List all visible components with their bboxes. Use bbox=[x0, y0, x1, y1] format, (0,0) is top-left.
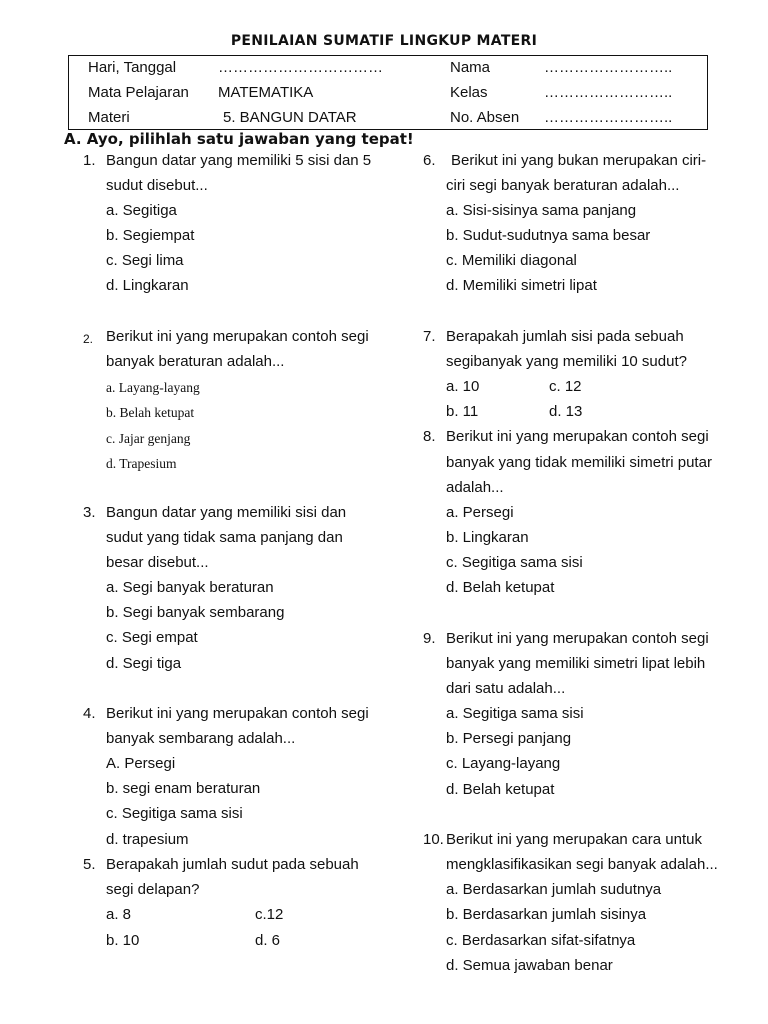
option-b: b. Sudut-sudutnya sama besar bbox=[446, 227, 651, 244]
section-title: A. Ayo, pilihlah satu jawaban yang tepat! bbox=[64, 130, 414, 148]
option-d: d. Memiliki simetri lipat bbox=[446, 277, 597, 294]
mapel-label: Mata Pelajaran bbox=[88, 84, 189, 101]
question-text: mengklasifikasikan segi banyak adalah... bbox=[446, 856, 718, 873]
question-text: Berapakah jumlah sisi pada sebuah bbox=[446, 328, 684, 345]
hari-value: …………………………… bbox=[218, 59, 383, 76]
question-number: 4. bbox=[83, 705, 96, 722]
question-number: 9. bbox=[423, 630, 436, 647]
kelas-label: Kelas bbox=[450, 84, 488, 101]
question-text: sudut disebut... bbox=[106, 177, 208, 194]
option-a: a. Segi banyak beraturan bbox=[106, 579, 274, 596]
option-b: b. Segiempat bbox=[106, 227, 195, 244]
materi-label: Materi bbox=[88, 109, 130, 126]
option-b: b. Lingkaran bbox=[446, 529, 529, 546]
absen-value: …………………….. bbox=[544, 109, 673, 126]
hari-label: Hari, Tanggal bbox=[88, 59, 177, 76]
materi-value: 5. BANGUN DATAR bbox=[223, 109, 357, 126]
option-d: d. Belah ketupat bbox=[446, 579, 555, 596]
question-text: Berikut ini yang bukan merupakan ciri- bbox=[451, 152, 707, 169]
option-a: a. Layang-layang bbox=[106, 380, 200, 395]
kelas-value: …………………….. bbox=[544, 84, 673, 101]
question-text: segibanyak yang memiliki 10 sudut? bbox=[446, 353, 687, 370]
option-c: c. Segitiga sama sisi bbox=[446, 554, 583, 571]
option-d: d. Trapesium bbox=[106, 456, 177, 471]
option-a: a. 10 bbox=[446, 378, 480, 395]
question-text: Bangun datar yang memiliki sisi dan bbox=[106, 504, 347, 521]
page-title: PENILAIAN SUMATIF LINGKUP MATERI bbox=[230, 33, 538, 49]
option-b: b. Berdasarkan jumlah sisinya bbox=[446, 906, 647, 923]
option-b: b. Persegi panjang bbox=[446, 730, 572, 747]
question-number: 1. bbox=[83, 152, 96, 169]
question-number: 6. bbox=[423, 152, 436, 169]
option-c: c. Segi lima bbox=[106, 252, 184, 269]
question-text: Berikut ini yang merupakan contoh segi bbox=[106, 328, 369, 345]
question-text: banyak yang tidak memiliki simetri putar bbox=[446, 454, 712, 471]
absen-label: No. Absen bbox=[450, 109, 520, 126]
option-a: a. 8 bbox=[106, 906, 132, 923]
option-c: c. 12 bbox=[549, 378, 582, 395]
question-text: banyak beraturan adalah... bbox=[106, 353, 285, 370]
option-b: b. 11 bbox=[446, 403, 479, 420]
option-b: b. Segi banyak sembarang bbox=[106, 604, 285, 621]
question-text: adalah... bbox=[446, 479, 504, 496]
question-number: 8. bbox=[423, 428, 436, 445]
question-text: Berikut ini yang merupakan cara untuk bbox=[446, 831, 702, 848]
question-number: 10. bbox=[423, 831, 444, 848]
option-c: c. Segitiga sama sisi bbox=[106, 805, 243, 822]
question-text: besar disebut... bbox=[106, 554, 209, 571]
question-text: Berikut ini yang merupakan contoh segi bbox=[106, 705, 369, 722]
option-c: c.12 bbox=[255, 906, 284, 923]
option-c: c. Berdasarkan sifat-sifatnya bbox=[446, 932, 636, 949]
option-b: b. 10 bbox=[106, 932, 140, 949]
option-a: a. Segitiga sama sisi bbox=[446, 705, 584, 722]
option-c: c. Segi empat bbox=[106, 629, 198, 646]
option-a: a. Berdasarkan jumlah sudutnya bbox=[446, 881, 662, 898]
option-d: d. 6 bbox=[255, 932, 281, 949]
question-text: Bangun datar yang memiliki 5 sisi dan 5 bbox=[106, 152, 372, 169]
nama-label: Nama bbox=[450, 59, 491, 76]
option-a: A. Persegi bbox=[106, 755, 176, 772]
question-number: 7. bbox=[423, 328, 436, 345]
option-a: a. Sisi-sisinya sama panjang bbox=[446, 202, 637, 219]
question-number: 3. bbox=[83, 504, 96, 521]
question-number: 2. bbox=[83, 332, 94, 346]
option-d: d. Segi tiga bbox=[106, 655, 182, 672]
option-c: c. Layang-layang bbox=[446, 755, 561, 772]
option-d: d. Belah ketupat bbox=[446, 781, 555, 798]
option-b: b. Belah ketupat bbox=[106, 405, 195, 420]
option-c: c. Memiliki diagonal bbox=[446, 252, 577, 269]
option-d: d. Semua jawaban benar bbox=[446, 957, 613, 974]
question-text: dari satu adalah... bbox=[446, 680, 566, 697]
question-text: Berikut ini yang merupakan contoh segi bbox=[446, 630, 709, 647]
option-d: d. trapesium bbox=[106, 831, 189, 848]
question-text: Berikut ini yang merupakan contoh segi bbox=[446, 428, 709, 445]
question-text: banyak yang memiliki simetri lipat lebih bbox=[446, 655, 706, 672]
option-b: b. segi enam beraturan bbox=[106, 780, 261, 797]
option-d: d. 13 bbox=[549, 403, 583, 420]
option-a: a. Persegi bbox=[446, 504, 514, 521]
question-text: banyak sembarang adalah... bbox=[106, 730, 296, 747]
question-text: ciri segi banyak beraturan adalah... bbox=[446, 177, 680, 194]
question-text: segi delapan? bbox=[106, 881, 200, 898]
mapel-value: MATEMATIKA bbox=[218, 84, 314, 101]
option-d: d. Lingkaran bbox=[106, 277, 189, 294]
nama-value: …………………….. bbox=[544, 59, 673, 76]
option-a: a. Segitiga bbox=[106, 202, 177, 219]
question-number: 5. bbox=[83, 856, 96, 873]
question-text: sudut yang tidak sama panjang dan bbox=[106, 529, 343, 546]
option-c: c. Jajar genjang bbox=[106, 431, 191, 446]
question-text: Berapakah jumlah sudut pada sebuah bbox=[106, 856, 359, 873]
